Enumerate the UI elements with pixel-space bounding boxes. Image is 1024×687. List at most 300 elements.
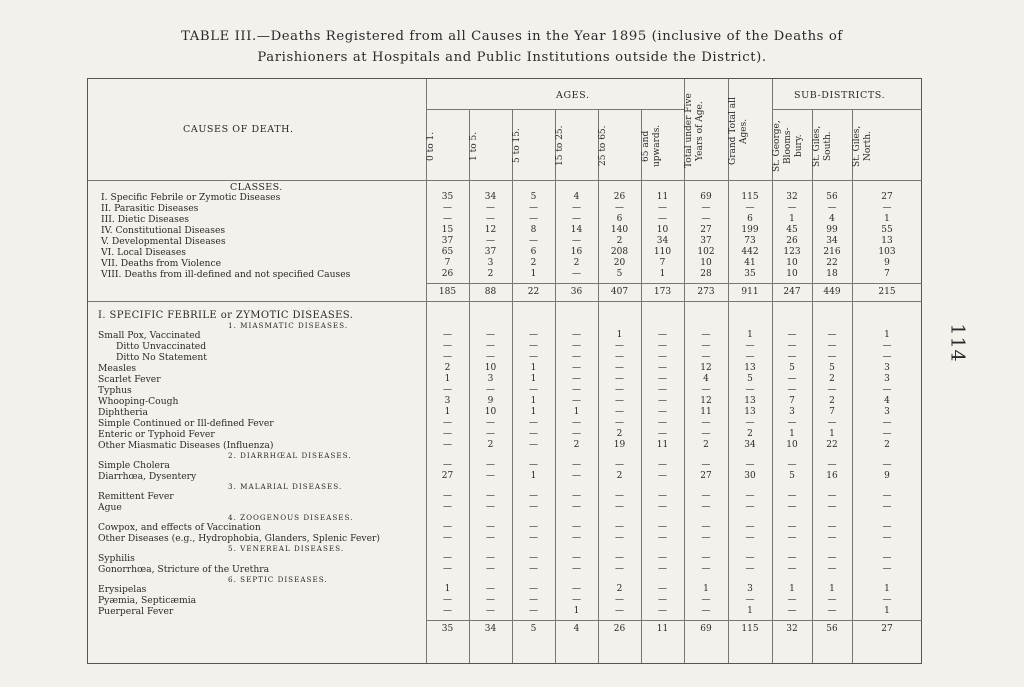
cell-value: 15: [441, 225, 454, 235]
cell-value: —: [486, 385, 495, 395]
cell-value: —: [529, 214, 538, 224]
row-label: Simple Cholera: [98, 460, 170, 471]
column-header: St. George, Blooms-bury.: [772, 120, 804, 172]
row-label: Remittent Fever: [98, 491, 174, 502]
cell-value: —: [615, 606, 624, 616]
cell-value: —: [486, 203, 495, 213]
cell-value: —: [443, 595, 452, 605]
cell-value: —: [572, 595, 581, 605]
cell-value: —: [486, 606, 495, 616]
cell-value: 37: [484, 247, 497, 257]
column-header: Grand Total all Ages.: [728, 97, 749, 165]
row-label: V. Developmental Diseases: [101, 236, 226, 247]
row-label: Ditto Unvaccinated: [116, 341, 207, 352]
cell-value: —: [701, 553, 711, 563]
group-title: 5. VENEREAL DISEASES.: [228, 544, 345, 553]
classes-total-rule-bottom: [88, 301, 922, 302]
cell-value: —: [443, 460, 452, 470]
cell-value: —: [529, 236, 538, 246]
cell-value: —: [443, 330, 452, 340]
cell-value: —: [787, 522, 797, 532]
cell-value: 407: [610, 287, 629, 297]
group-title: 6. SEPTIC DISEASES.: [228, 575, 328, 584]
cell-value: 36: [570, 287, 583, 297]
cell-value: 1: [703, 584, 709, 594]
cell-value: 6: [530, 247, 537, 257]
cell-value: —: [745, 564, 755, 574]
cell-value: —: [615, 522, 624, 532]
cell-value: —: [658, 502, 667, 512]
row-label: Typhus: [98, 385, 132, 396]
cell-value: 41: [744, 258, 756, 268]
cell-value: 13: [744, 407, 756, 417]
cell-value: 11: [700, 407, 712, 417]
row-label: Scarlet Fever: [98, 374, 161, 385]
class-row: [88, 225, 923, 236]
cell-value: 9: [487, 396, 494, 406]
cell-value: —: [701, 429, 711, 439]
group-title: 3. MALARIAL DISEASES.: [228, 482, 343, 491]
cell-value: —: [615, 352, 624, 362]
column-header: 25 to 65.: [598, 125, 608, 167]
group-title: 2. DIARRHŒAL DISEASES.: [228, 451, 352, 460]
cell-value: —: [658, 564, 667, 574]
row-label: Erysipelas: [98, 584, 147, 595]
cell-value: —: [529, 491, 538, 501]
cell-value: 27: [700, 225, 712, 235]
cell-value: —: [827, 595, 837, 605]
cell-value: 34: [484, 624, 497, 634]
cell-value: 9: [884, 471, 890, 481]
cell-value: 911: [741, 287, 759, 297]
cell-value: 6: [747, 214, 753, 224]
cell-value: 1: [530, 471, 537, 481]
cell-value: —: [529, 330, 538, 340]
cell-value: —: [658, 460, 667, 470]
cell-value: 22: [527, 287, 540, 297]
cell-value: —: [787, 352, 797, 362]
cell-value: —: [658, 385, 667, 395]
cell-value: 2: [829, 396, 835, 406]
cell-value: 7: [884, 269, 890, 279]
column-header: 1 to 5.: [469, 131, 479, 161]
cell-value: 1: [573, 407, 580, 417]
class-row: [88, 269, 923, 280]
cell-value: 34: [656, 236, 669, 246]
cell-value: 28: [700, 269, 712, 279]
cell-value: —: [882, 564, 892, 574]
zymotic-heading: I. SPECIFIC FEBRILE or ZYMOTIC DISEASES.: [98, 310, 354, 321]
cell-value: —: [529, 352, 538, 362]
cell-value: 35: [441, 624, 454, 634]
cell-value: —: [615, 396, 624, 406]
cell-value: —: [882, 460, 892, 470]
cell-value: 5: [747, 374, 753, 384]
cell-value: —: [615, 341, 624, 351]
cell-value: —: [615, 385, 624, 395]
cell-value: 1: [616, 330, 623, 340]
cell-value: —: [658, 429, 667, 439]
cell-value: —: [572, 564, 581, 574]
cell-value: —: [486, 584, 495, 594]
cell-value: 1: [530, 374, 537, 384]
cell-value: 2: [573, 440, 580, 450]
cell-value: —: [443, 491, 452, 501]
cell-value: —: [658, 396, 667, 406]
cell-value: —: [701, 352, 711, 362]
cell-value: —: [658, 491, 667, 501]
cell-value: —: [529, 460, 538, 470]
cell-value: 35: [441, 192, 454, 202]
cell-value: 26: [613, 624, 626, 634]
cell-value: 22: [826, 440, 838, 450]
cell-value: —: [827, 606, 837, 616]
cell-value: —: [529, 584, 538, 594]
disease-row: [88, 471, 923, 482]
cell-value: 216: [823, 247, 841, 257]
cell-value: —: [486, 429, 495, 439]
cell-value: —: [615, 533, 624, 543]
row-label: VIII. Deaths from ill-defined and not specified Causes: [101, 269, 351, 280]
cell-value: —: [787, 330, 797, 340]
cell-value: 10: [484, 407, 497, 417]
cell-value: 3: [487, 258, 494, 268]
cell-value: —: [658, 418, 667, 428]
cell-value: —: [443, 502, 452, 512]
cell-value: 20: [613, 258, 626, 268]
cell-value: 5: [789, 363, 795, 373]
cell-value: —: [615, 374, 624, 384]
cell-value: 13: [744, 396, 756, 406]
cell-value: 11: [656, 192, 669, 202]
row-label: Enteric or Typhoid Fever: [98, 429, 215, 440]
disease-row: [88, 374, 923, 385]
cell-value: —: [827, 533, 837, 543]
cell-value: —: [701, 330, 711, 340]
cell-value: —: [572, 418, 581, 428]
cell-value: —: [745, 418, 755, 428]
cell-value: 5: [829, 363, 835, 373]
cell-value: —: [827, 460, 837, 470]
group-title: 1. MIASMATIC DISEASES.: [228, 321, 349, 330]
cell-value: 199: [741, 225, 759, 235]
cell-value: —: [701, 564, 711, 574]
cell-value: —: [486, 553, 495, 563]
cell-value: —: [615, 407, 624, 417]
cell-value: —: [572, 341, 581, 351]
cell-value: 4: [884, 396, 890, 406]
classes-heading: CLASSES.: [230, 182, 283, 193]
row-label: Measles: [98, 363, 137, 374]
class-row: [88, 214, 923, 225]
cell-value: —: [658, 214, 667, 224]
cell-value: 88: [484, 287, 497, 297]
cell-value: 1: [829, 584, 835, 594]
cell-value: —: [529, 606, 538, 616]
cell-value: —: [486, 502, 495, 512]
cell-value: —: [827, 203, 837, 213]
cell-value: —: [572, 352, 581, 362]
cell-value: 10: [484, 363, 497, 373]
cell-value: 1: [789, 214, 795, 224]
cell-value: 123: [783, 247, 801, 257]
cell-value: —: [572, 460, 581, 470]
disease-row: [88, 491, 923, 502]
cell-value: —: [882, 352, 892, 362]
cell-value: —: [787, 553, 797, 563]
cell-value: 18: [826, 269, 838, 279]
cell-value: 442: [741, 247, 759, 257]
row-label: Ague: [98, 502, 122, 513]
cell-value: —: [745, 352, 755, 362]
cell-value: 115: [741, 624, 759, 634]
cell-value: —: [701, 418, 711, 428]
cell-value: —: [486, 564, 495, 574]
cell-value: 2: [530, 258, 537, 268]
cell-value: 10: [786, 258, 798, 268]
cell-value: —: [529, 418, 538, 428]
cell-value: —: [745, 385, 755, 395]
cell-value: 2: [487, 440, 494, 450]
cell-value: —: [882, 341, 892, 351]
cell-value: —: [615, 203, 624, 213]
classes-total-rule-top: [426, 283, 922, 284]
cell-value: 11: [656, 440, 669, 450]
cell-value: —: [486, 341, 495, 351]
row-label: Syphilis: [98, 553, 135, 564]
cell-value: —: [486, 418, 495, 428]
causes-header: CAUSES OF DEATH.: [183, 124, 294, 135]
cell-value: 30: [744, 471, 756, 481]
cell-value: 22: [826, 258, 838, 268]
cell-value: —: [572, 522, 581, 532]
cell-value: 4: [829, 214, 835, 224]
cell-value: 3: [884, 363, 890, 373]
cell-value: 26: [786, 236, 798, 246]
class-row: [88, 203, 923, 214]
disease-row: [88, 352, 923, 363]
cell-value: 1: [789, 429, 795, 439]
row-label: Other Miasmatic Diseases (Influenza): [98, 440, 274, 451]
cell-value: —: [529, 522, 538, 532]
cell-value: —: [827, 502, 837, 512]
column-header: St. Giles, North.: [852, 125, 873, 167]
row-label: VI. Local Diseases: [101, 247, 187, 258]
cell-value: —: [745, 341, 755, 351]
cell-value: 1: [789, 584, 795, 594]
cell-value: 2: [487, 269, 494, 279]
cell-value: 1: [573, 606, 580, 616]
cell-value: 2: [703, 440, 709, 450]
cell-value: —: [529, 203, 538, 213]
cell-value: —: [787, 418, 797, 428]
cell-value: —: [701, 341, 711, 351]
cell-value: —: [701, 595, 711, 605]
cell-value: 1: [530, 363, 537, 373]
cell-value: 2: [616, 429, 623, 439]
cell-value: 3: [884, 407, 890, 417]
cell-value: 2: [747, 429, 753, 439]
cell-value: 5: [789, 471, 795, 481]
cell-value: 1: [444, 584, 451, 594]
cell-value: —: [615, 502, 624, 512]
row-label: Simple Continued or Ill-defined Fever: [98, 418, 274, 429]
cell-value: 173: [653, 287, 672, 297]
cell-value: —: [658, 203, 667, 213]
cell-value: —: [882, 502, 892, 512]
cell-value: —: [882, 595, 892, 605]
cell-value: —: [745, 533, 755, 543]
cell-value: —: [745, 203, 755, 213]
cell-value: —: [443, 341, 452, 351]
cell-value: —: [572, 502, 581, 512]
cell-value: —: [572, 491, 581, 501]
cell-value: 69: [700, 192, 712, 202]
cell-value: 11: [656, 624, 669, 634]
cell-value: —: [486, 522, 495, 532]
cell-value: —: [572, 385, 581, 395]
cell-value: —: [745, 460, 755, 470]
cell-value: 27: [881, 192, 893, 202]
disease-row: [88, 584, 923, 595]
cell-value: —: [787, 595, 797, 605]
cell-value: 3: [487, 374, 494, 384]
class-row: [88, 247, 923, 258]
disease-row: [88, 341, 923, 352]
cell-value: —: [572, 533, 581, 543]
column-header: 15 to 25.: [555, 125, 565, 167]
cell-value: —: [827, 564, 837, 574]
cell-value: 247: [783, 287, 801, 297]
cell-value: —: [658, 584, 667, 594]
cell-value: —: [615, 564, 624, 574]
cell-value: 5: [616, 269, 623, 279]
cell-value: —: [486, 533, 495, 543]
cell-value: —: [701, 460, 711, 470]
cell-value: —: [486, 214, 495, 224]
cell-value: —: [882, 385, 892, 395]
cell-value: 14: [570, 225, 583, 235]
classes-total-row: [88, 287, 923, 298]
cell-value: —: [443, 564, 452, 574]
cell-value: —: [787, 460, 797, 470]
cell-value: —: [787, 203, 797, 213]
disease-row: [88, 396, 923, 407]
cell-value: —: [486, 460, 495, 470]
cell-value: 7: [789, 396, 795, 406]
cell-value: 37: [700, 236, 712, 246]
cell-value: —: [443, 385, 452, 395]
row-label: IV. Constitutional Diseases: [101, 225, 226, 236]
disease-row: [88, 429, 923, 440]
cell-value: 1: [747, 330, 753, 340]
cell-value: —: [882, 491, 892, 501]
cell-value: —: [658, 407, 667, 417]
row-label: Cowpox, and effects of Vaccination: [98, 522, 261, 533]
cell-value: 19: [613, 440, 626, 450]
cell-value: —: [529, 595, 538, 605]
cell-value: —: [443, 203, 452, 213]
cell-value: 1: [884, 584, 890, 594]
cell-value: —: [572, 214, 581, 224]
cell-value: 12: [484, 225, 497, 235]
cell-value: —: [827, 341, 837, 351]
cell-value: 1: [884, 214, 890, 224]
cell-value: —: [529, 385, 538, 395]
cell-value: —: [572, 330, 581, 340]
cell-value: 73: [744, 236, 756, 246]
cell-value: 34: [484, 192, 497, 202]
cell-value: 55: [881, 225, 893, 235]
cell-value: —: [701, 502, 711, 512]
cell-value: —: [443, 533, 452, 543]
cell-value: 1: [444, 407, 451, 417]
cell-value: —: [827, 553, 837, 563]
column-header: St. Giles, South.: [812, 125, 833, 167]
cell-value: 12: [700, 363, 712, 373]
cell-value: 35: [744, 269, 756, 279]
page-number: 114: [946, 323, 969, 363]
cell-value: 449: [823, 287, 841, 297]
cell-value: 10: [700, 258, 712, 268]
cell-value: 185: [438, 287, 457, 297]
cell-value: —: [787, 533, 797, 543]
cell-value: 215: [878, 287, 896, 297]
column-header: 65 and upwards.: [641, 124, 662, 168]
disease-row: [88, 418, 923, 429]
cell-value: —: [615, 363, 624, 373]
cell-value: 4: [703, 374, 709, 384]
cell-value: —: [658, 330, 667, 340]
cell-value: —: [572, 396, 581, 406]
cell-value: 34: [826, 236, 838, 246]
cell-value: 2: [829, 374, 835, 384]
row-label: I. Specific Febrile or Zymotic Diseases: [101, 192, 281, 203]
row-label: Other Diseases (e.g., Hydrophobia, Glanders, Splenic Fever): [98, 533, 380, 544]
cell-value: 2: [616, 584, 623, 594]
cell-value: —: [615, 491, 624, 501]
disease-row: [88, 385, 923, 396]
cell-value: —: [615, 553, 624, 563]
cell-value: —: [572, 374, 581, 384]
cell-value: —: [443, 352, 452, 362]
cell-value: 27: [700, 471, 712, 481]
disease-row: [88, 407, 923, 418]
cell-value: 7: [829, 407, 835, 417]
cell-value: —: [529, 502, 538, 512]
table-title-line1: TABLE III.—Deaths Registered from all Causes in the Year 1895 (inclusive of the Deaths of: [181, 29, 843, 44]
class-row: [88, 192, 923, 203]
cell-value: 27: [441, 471, 454, 481]
cell-value: —: [486, 236, 495, 246]
deaths-table: [87, 78, 922, 664]
cell-value: —: [701, 214, 711, 224]
cell-value: 69: [700, 624, 712, 634]
cell-value: 27: [881, 624, 893, 634]
cell-value: —: [443, 440, 452, 450]
row-label: Pyæmia, Septicæmia: [98, 595, 197, 606]
subdistricts-header-rule: [772, 109, 922, 110]
cell-value: —: [529, 553, 538, 563]
cell-value: 16: [826, 471, 838, 481]
cell-value: 3: [444, 396, 451, 406]
cell-value: —: [572, 553, 581, 563]
cell-value: 13: [744, 363, 756, 373]
cell-value: —: [572, 584, 581, 594]
cell-value: 32: [786, 624, 798, 634]
cell-value: 26: [441, 269, 454, 279]
cell-value: 45: [786, 225, 798, 235]
